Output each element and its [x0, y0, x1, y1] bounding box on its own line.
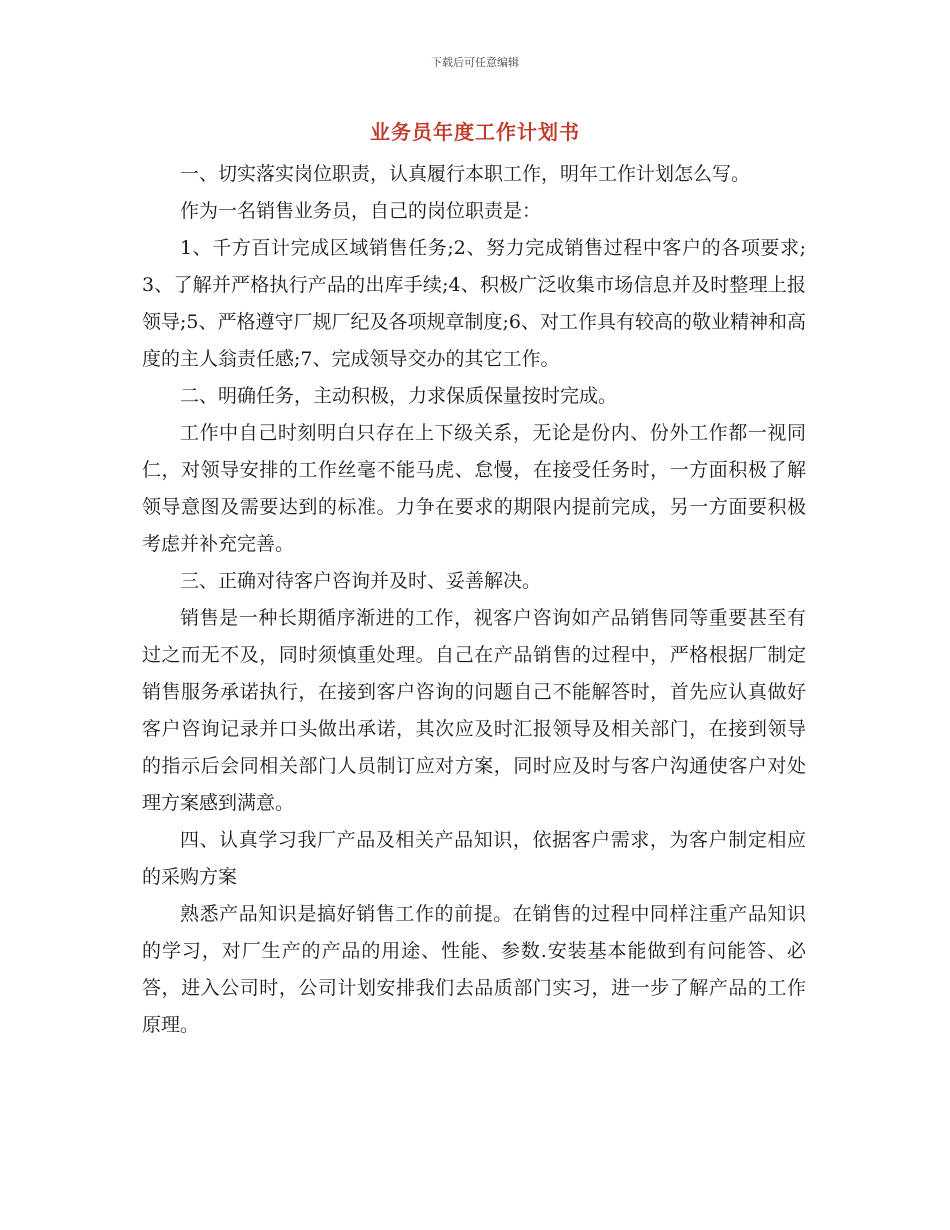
document-body: [142, 156, 806, 1044]
header-note: 下载后可任意编辑: [431, 56, 519, 69]
paragraph-section-4-heading: 四、认真学习我厂产品及相关产品知识，依据客户需求，为客户制定相应的采购方案: [142, 829, 806, 888]
paragraph-product-knowledge: 熟悉产品知识是搞好销售工作的前提。在销售的过程中同样注重产品知识的学习，对厂生产的产品的用途、性能、参数.安装基本能做到有问能答、必答，进入公司时，公司计划安排我们去品质部门实习，进一步了解产品的工作原理。: [142, 903, 806, 1036]
paragraph-section-3-heading: 三、正确对待客户咨询并及时、妥善解决。: [180, 570, 542, 592]
paragraph-section-2-heading: 二、明确任务，主动积极，力求保质保量按时完成。: [180, 385, 618, 407]
paragraph-section-1-heading: 一、切实落实岗位职责，认真履行本职工作，明年工作计划怎么写。: [180, 163, 751, 185]
paragraph-role-intro: 作为一名销售业务员，自己的岗位职责是：: [180, 200, 542, 222]
paragraph-duties-list: 1、千方百计完成区域销售任务;2、努力完成销售过程中客户的各项要求;3、了解并严格执行产品的出库手续;4、积极广泛收集市场信息并及时整理上报领导;5、严格遵守厂规厂纪及各项规章制度;6、对工作具有较高的敬业精神和高度的主人翁责任感;7、完成领导交办的其它工作。: [142, 237, 806, 370]
document-title: 业务员年度工作计划书: [370, 120, 580, 144]
paragraph-task-attitude: 工作中自己时刻明白只存在上下级关系，无论是份内、份外工作都一视同仁，对领导安排的工作丝毫不能马虎、怠慢，在接受任务时，一方面积极了解领导意图及需要达到的标准。力争在要求的期限内提前完成，另一方面要积极考虑并补充完善。: [142, 422, 806, 555]
paragraph-customer-inquiry: 销售是一种长期循序渐进的工作，视客户咨询如产品销售同等重要甚至有过之而无不及，同时须慎重处理。自己在产品销售的过程中，严格根据厂制定销售服务承诺执行，在接到客户咨询的问题自己不能解答时，首先应认真做好客户咨询记录并口头做出承诺，其次应及时汇报领导及相关部门，在接到领导的指示后会同相关部门人员制订应对方案，同时应及时与客户沟通使客户对处理方案感到满意。: [142, 607, 806, 814]
